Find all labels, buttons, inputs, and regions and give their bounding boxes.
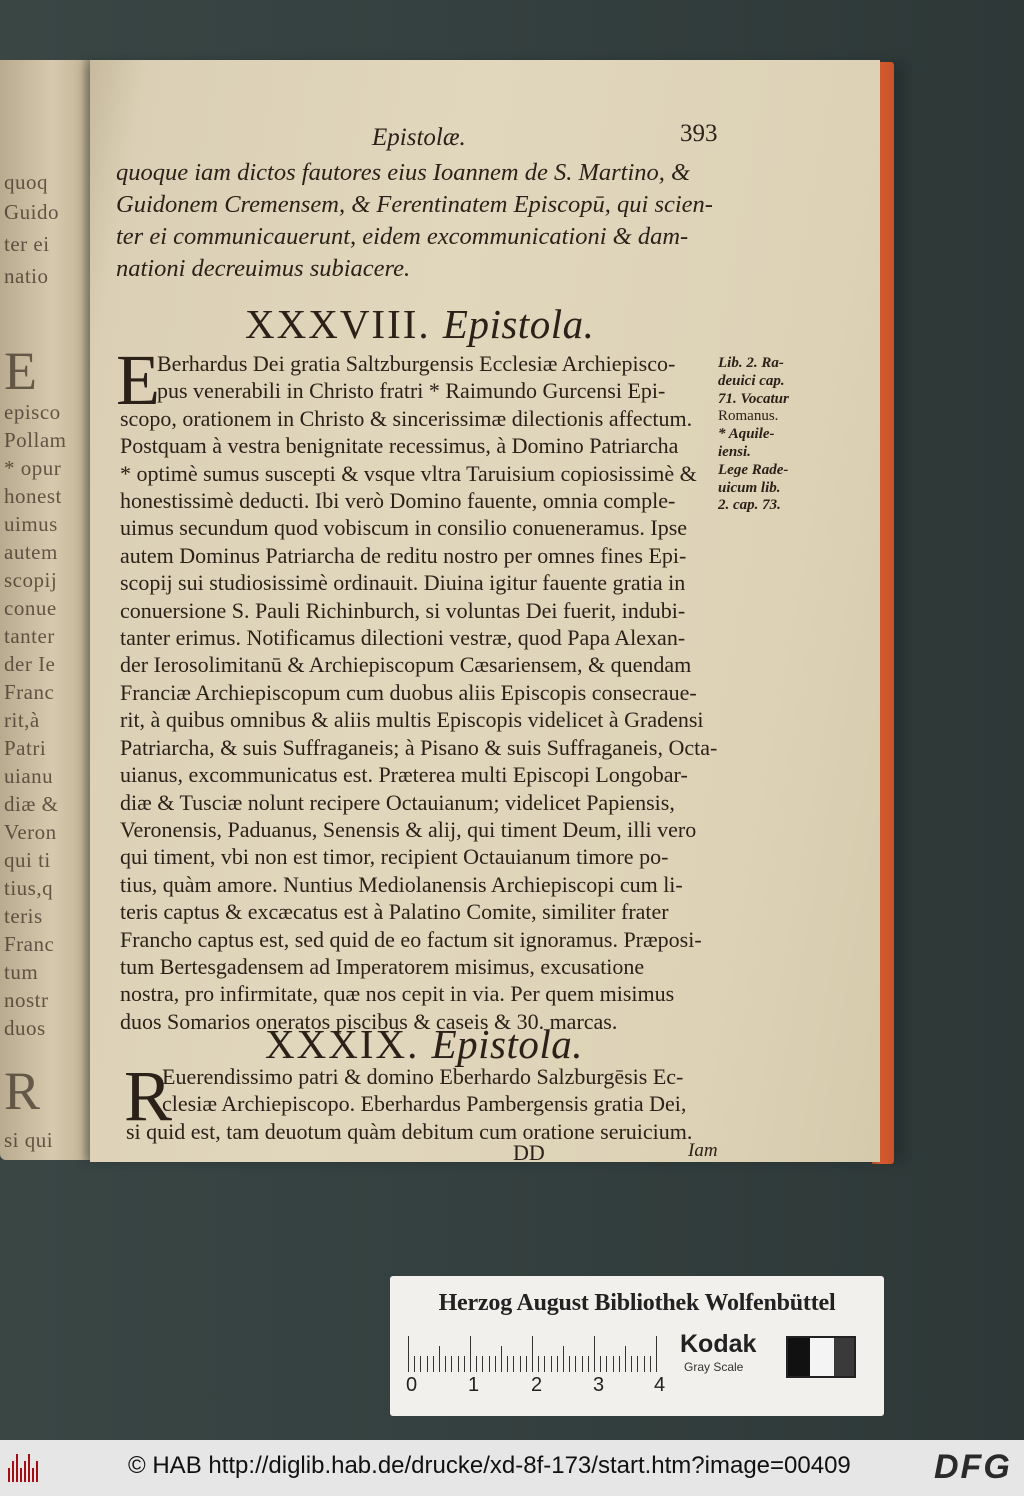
ruler-tick (619, 1356, 620, 1372)
previous-page-edge: quoq Guido ter ei natio E episco Pollam * opur honest uimus autem scopij conue tanter der Ie Franc rit,à Patri uianu diæ & Veron qui ti tius,q teris Franc tum nostr duos R si qui (0, 60, 95, 1160)
text-line: honestissimè deducti. Ibi verò Domino fauente, omnia comple- (120, 488, 676, 514)
marginal-line: deuici cap. (718, 372, 785, 389)
ruler-tick (606, 1356, 607, 1372)
ruler-tick (451, 1356, 452, 1372)
text-line: teris captus & excæcatus est à Palatino Comite, similiter frater (120, 899, 669, 925)
ruler-tick (520, 1356, 521, 1372)
text-line: conuersione S. Pauli Richinburch, si voluntas Dei fuerit, indubi- (120, 597, 686, 623)
ruler-tick (482, 1356, 483, 1372)
text-line: scopo, orationem in Christo & sincerissimæ dilectionis affectum. (120, 405, 693, 431)
text-line: qui timent, vbi non est timor, recipient Octauianum timore po- (120, 844, 669, 870)
ruler-tick (544, 1356, 545, 1372)
text-line: Francho captus est, sed quid de eo factum sit ignoramus. Præposi- (120, 926, 702, 952)
marginal-line: 71. Vocatur (718, 390, 789, 407)
ruler-tick (650, 1356, 651, 1372)
text-line: rit, à quibus omnibus & aliis multis Episcopis videlicet à Gradensi (120, 707, 704, 733)
text-line: autem Dominus Patriarcha de reditu nostro per omnes fines Epi- (120, 542, 687, 568)
ruler-tick (551, 1356, 552, 1372)
ruler-tick (501, 1346, 502, 1372)
ruler-tick (489, 1356, 490, 1372)
text-line: uianus, excommunicatus est. Præterea multi Episcopi Longobar- (120, 762, 688, 788)
ruler-tick (582, 1356, 583, 1372)
text-line: tanter erimus. Notificamus dilectioni vestræ, quod Papa Alexan- (120, 625, 686, 651)
marginal-line: uicum lib. (718, 479, 781, 496)
copyright-link[interactable]: © HAB http://diglib.hab.de/drucke/xd-8f-173/start.htm?image=00409 (128, 1452, 851, 1479)
text-line: Franciæ Archiepiscopum cum duobus aliis Episcopis consecraue- (120, 679, 697, 705)
ruler-tick (470, 1336, 471, 1372)
ruler-tick (526, 1356, 527, 1372)
ruler-number: 2 (531, 1374, 543, 1396)
marginal-line: iensi. (718, 443, 751, 460)
marginal-line: Lege Rade- (718, 461, 789, 478)
text-line: der Ierosolimitanū & Archiepiscopum Cæsariensem, & quendam (120, 652, 692, 678)
ruler-tick (464, 1356, 465, 1372)
text-line: Berhardus Dei gratia Saltzburgensis Ecclesiæ Archiepisco- (157, 351, 676, 376)
text-line: * optimè sumus suscepti & vsque vltra Taruisium copiosissimè & (120, 460, 697, 486)
drop-cap: E (116, 340, 160, 420)
continuation-text (116, 157, 736, 285)
ruler-tick (575, 1356, 576, 1372)
gray-scale-label: Gray Scale (684, 1360, 744, 1374)
book-page (90, 60, 880, 1165)
ruler-number: 1 (468, 1374, 480, 1396)
text-line: Euerendissimo patri & domino Eberhardo Salzburgēsis Ec- (162, 1064, 684, 1089)
ruler-tick (408, 1336, 409, 1372)
swatch-dark (788, 1338, 810, 1376)
epistle-label: Epistola. (442, 301, 595, 347)
text-line: duos Somarios oneratos piscibus & caseis & 30. marcas. (120, 1008, 618, 1034)
page-number: 393 (680, 120, 718, 147)
marginal-line: 2. cap. 73. (718, 497, 781, 514)
text-line: Postquam à vestra benignitate recessimus, à Domino Patriarcha (120, 433, 679, 459)
ruler-number: 4 (654, 1374, 666, 1396)
ruler-tick (644, 1356, 645, 1372)
epistle-39-heading (265, 1020, 583, 1068)
marginal-line: Romanus. (718, 408, 779, 425)
text-line: quoque iam dictos fautores eius Ioannem de S. Martino, & (116, 159, 691, 186)
marginal-line: Lib. 2. Ra- (718, 355, 784, 371)
ruler-tick (507, 1356, 508, 1372)
swatch-white (810, 1338, 834, 1376)
text-line: pus venerabili in Christo fratri * Raimundo Gurcensi Epi- (157, 378, 666, 404)
text-line: nostra, pro infirmitate, quæ nos cepit in via. Per quem misimus (120, 981, 675, 1007)
color-scale-card (390, 1276, 884, 1416)
ruler-number: 0 (406, 1374, 418, 1396)
ruler-tick (569, 1356, 570, 1372)
ruler-tick (433, 1356, 434, 1372)
text-line: Guidonem Cremensem, & Ferentinatem Episcopū, qui scien- (116, 191, 713, 218)
epistle-numeral: XXXVIII. (245, 301, 431, 347)
ruler-tick (458, 1356, 459, 1372)
ruler-tick (439, 1346, 440, 1372)
ruler-tick (588, 1356, 589, 1372)
ruler-tick (476, 1356, 477, 1372)
ruler-number: 3 (593, 1374, 605, 1396)
dfg-logo: DFG (934, 1448, 1012, 1486)
text-line: clesiæ Archiepiscopo. Eberhardus Pambergensis gratia Dei, (162, 1091, 687, 1117)
text-line: tum Bertesgadensem ad Imperatorem misimus, excusatione (120, 953, 645, 979)
epistle-label: Epistola. (431, 1021, 584, 1067)
ruler-tick (427, 1356, 428, 1372)
text-line: si quid est, tam deuotum quàm debitum cum oratione seruicium. (126, 1118, 693, 1144)
ruler-tick (538, 1356, 539, 1372)
library-name: Herzog August Bibliothek Wolfenbüttel (438, 1290, 836, 1316)
text-line: diæ & Tusciæ nolunt recipere Octauianum; videlicet Papiensis, (120, 789, 675, 815)
measurement-ruler (404, 1334, 674, 1372)
ruler-tick (631, 1356, 632, 1372)
ruler-tick (414, 1356, 415, 1372)
text-line: tius, quàm amore. Nuntius Mediolanensis Archiepiscopi cum li- (120, 871, 683, 897)
ruler-tick (600, 1356, 601, 1372)
ruler-tick (532, 1336, 533, 1372)
epistle-numeral: XXXIX. (265, 1021, 420, 1067)
text-line: ter ei communicauerunt, eidem excommunicationi & dam- (116, 223, 689, 250)
text-line: scopij sui studiosissimè ordinauit. Diuina igitur fauente gratia in (120, 570, 686, 596)
ruler-tick (495, 1356, 496, 1372)
text-line: Patriarcha, & suis Suffraganeis; à Pisano & suis Suffraganeis, Octa- (120, 734, 718, 760)
epistle-38-body (120, 350, 716, 1035)
marginal-notes (718, 355, 818, 515)
ruler-tick (563, 1346, 564, 1372)
marginal-line: * Aquile- (718, 426, 775, 443)
ruler-tick (637, 1356, 638, 1372)
signature-mark: DD (513, 1140, 545, 1165)
ruler-tick (656, 1336, 657, 1372)
ruler-tick (613, 1356, 614, 1372)
ruler-tick (594, 1336, 595, 1372)
drop-cap: R (124, 1056, 173, 1136)
swatch-mid (834, 1338, 854, 1376)
epistle-38-heading (245, 300, 594, 348)
viewer-footer (0, 1440, 1024, 1496)
hab-logo-icon (8, 1454, 40, 1482)
ruler-tick (445, 1356, 446, 1372)
ruler-tick (557, 1356, 558, 1372)
ruler-tick (420, 1356, 421, 1372)
text-line: uimus secundum quod vobiscum in consilio conueneramus. Ipse (120, 515, 688, 541)
ruler-tick (625, 1346, 626, 1372)
running-head: Epistolæ. (372, 124, 466, 151)
text-line: Veronensis, Paduanus, Senensis & alij, qui timent Deum, illi vero (120, 816, 697, 842)
text-line: nationi decreuimus subiacere. (116, 255, 411, 282)
gray-swatches (786, 1336, 856, 1378)
ruler-tick (513, 1356, 514, 1372)
kodak-brand: Kodak (680, 1330, 757, 1358)
epistle-39-body (124, 1056, 722, 1145)
catchword: Iam (688, 1140, 718, 1161)
